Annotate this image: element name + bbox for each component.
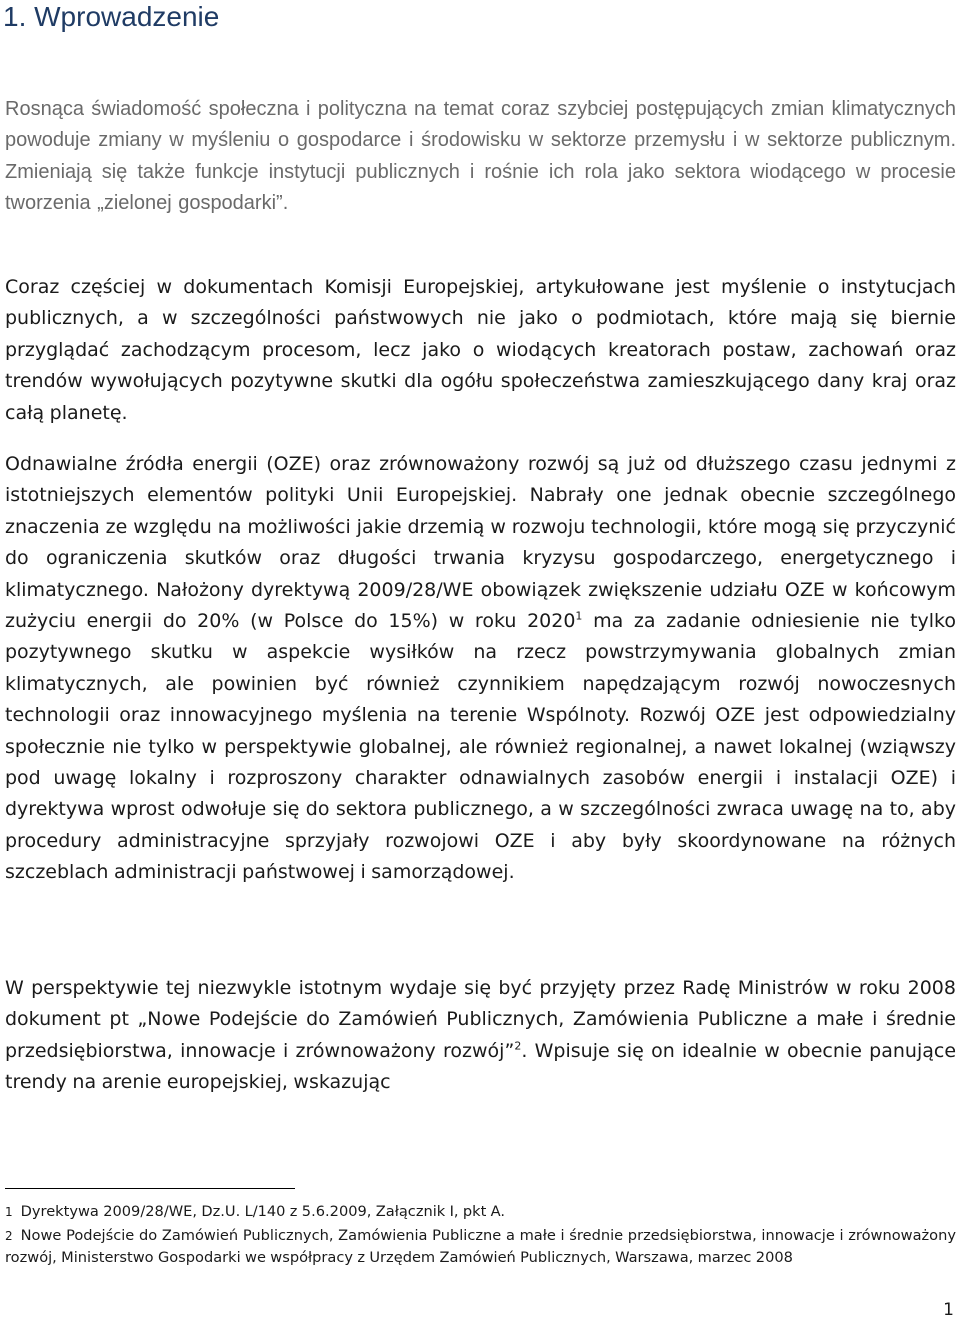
- paragraph-perspective-text-start: W perspektywie tej niezwykle istotnym wydaje się być przyjęty przez Radę Ministrów w roku 2008 dokument pt „Nowe Podejście do Zamówień Publicznych, Zamówienia Publiczne a małe i średnie przedsiębiorstwa, innowacje i zrównoważony rozwój”: [5, 977, 956, 1062]
- footnote-2-text: Nowe Podejście do Zamówień Publicznych, Zamówienia Publiczne a małe i średnie przedsiębiorstwa, innowacje i zrównoważony rozwój, Ministerstwo Gospodarki we współpracy z Urzędem Zamówień Publicznych, Warszawa, marzec 2008: [5, 1227, 956, 1266]
- footnote-reference-1[interactable]: 1: [575, 609, 583, 623]
- paragraph-perspective: [5, 973, 956, 1099]
- footnote-separator: [5, 1188, 295, 1189]
- paragraph-oze: [5, 449, 956, 889]
- footnote-1-text: Dyrektywa 2009/28/WE, Dz.U. L/140 z 5.6.2009, Załącznik I, pkt A.: [20, 1203, 506, 1220]
- footnote-1: [5, 1201, 956, 1223]
- footnote-reference-2[interactable]: 2: [514, 1039, 522, 1053]
- paragraph-intro: Rosnąca świadomość społeczna i polityczna na temat coraz szybciej postępujących zmian klimatycznych powoduje zmiany w myśleniu o gospodarce i środowisku w sektorze przemysłu i w sektorze publicznym. Zmieniają się także funkcje instytucji publicznych i rośnie ich rola jako sektora wiodącego w procesie tworzenia „zielonej gospodarki”.: [5, 98, 956, 215]
- paragraph-oze-text-start: Odnawialne źródła energii (OZE) oraz zrównoważony rozwój są już od dłuższego czasu jednymi z istotniejszych elementów polityki Unii Europejskiej. Nabrały one jednak obecnie szczególnego znaczenia ze względu na możliwości jakie drzemią w rozwoju technologii, które mogą się przyczynić do ograniczenia skutków oraz długości trwania kryzysu gospodarczego, energetycznego i klimatycznego. Nałożony dyrektywą 2009/28/WE obowiązek zwiększenie udziału OZE w końcowym zużyciu energii do 20% (w Polsce do 15%) w roku 2020: [5, 453, 956, 633]
- footnote-2: [5, 1225, 956, 1269]
- footnote-1-number: 1: [5, 1205, 13, 1219]
- paragraph-perspective-text-end: . Wpisuje się on idealnie w obecnie panujące trendy na arenie europejskiej, wskazując: [5, 1039, 957, 1094]
- page-number: 1: [943, 1300, 954, 1320]
- footnote-2-number: 2: [5, 1229, 13, 1243]
- paragraph-commission: Coraz częściej w dokumentach Komisji Europejskiej, artykułowane jest myślenie o instytucjach publicznych, a w szczególności państwowych nie jako o podmiotach, które mają się biernie przyglądać zachodzącym procesom, lecz jako o wiodących kreatorach postaw, zachowań oraz trendów wywołujących pozytywne skutki dla ogółu społeczeństwa zamieszkującego dany kraj oraz całą planetę.: [5, 276, 956, 424]
- section-heading: 1. Wprowadzenie: [3, 1, 220, 32]
- paragraph-oze-text-end: ma za zadanie odniesienie nie tylko pozytywnego skutku w aspekcie wysiłków na rzecz powstrzymywania globalnych zmian klimatycznych, ale powinien być również czynnikiem napędzającym rozwój nowoczesnych technologii oraz innowacyjnego myślenia na terenie Wspólnoty. Rozwój OZE jest odpowiedzialny społecznie nie tylko w perspektywie globalnej, ale również regionalnej, a nawet lokalnej (wziąwszy pod uwagę lokalny i rozproszony charakter odnawialnych zasobów energii i instalacji OZE) i dyrektywa wprost odwołuje się do sektora publicznego, a w szczególności zwraca uwagę na to, aby procedury administracyjne sprzyjały rozwojowi OZE i aby były skoordynowane na różnych szczeblach administracji państwowej i samorządowej.: [5, 610, 956, 884]
